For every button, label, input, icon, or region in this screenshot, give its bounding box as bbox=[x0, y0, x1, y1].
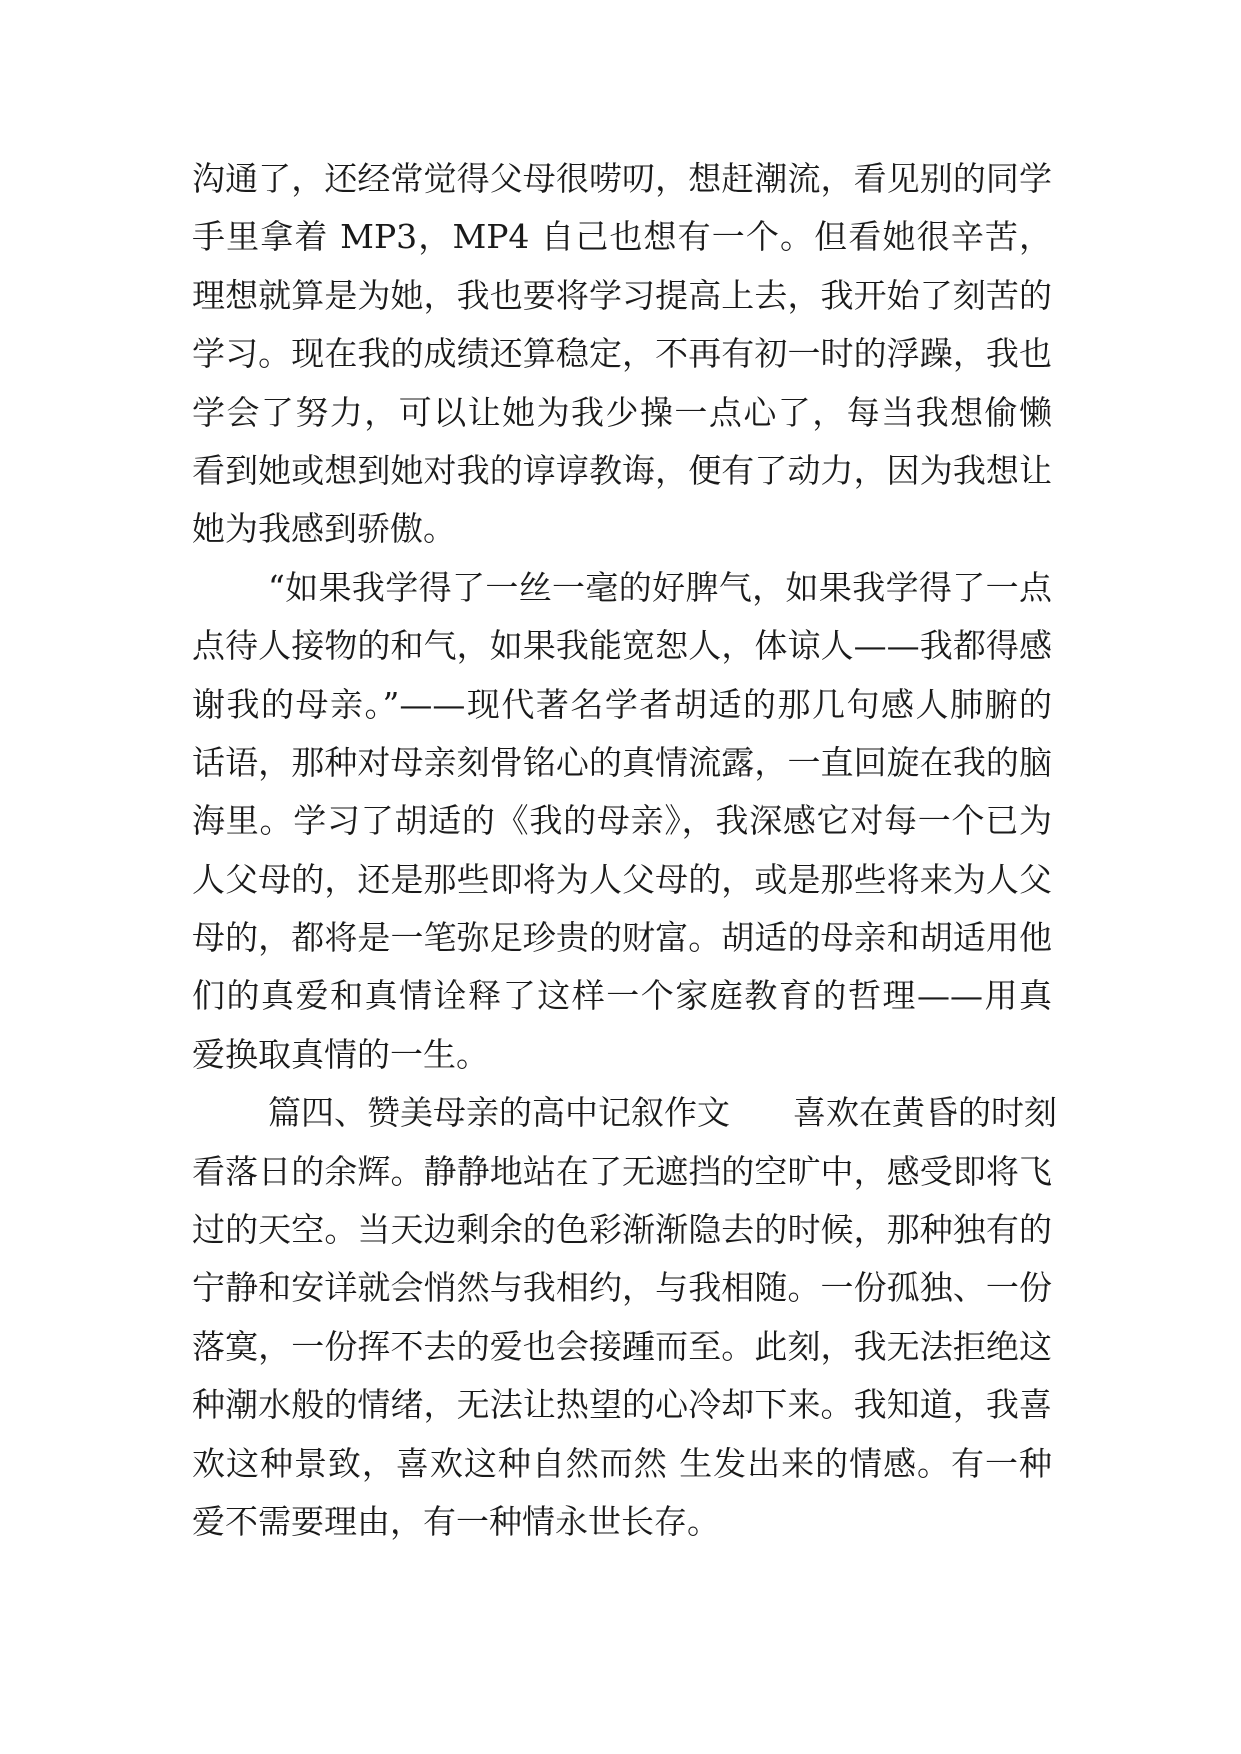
text-line: 爱换取真情的一生。 bbox=[192, 1034, 489, 1074]
essay-body bbox=[192, 150, 1057, 1551]
text-line: 爱不需要理由，有一种情永世长存。 bbox=[192, 1501, 720, 1541]
text-line: 谢我的母亲。”——现代著名学者胡适的那几句感人肺腑的 bbox=[192, 684, 1052, 724]
text-line: 落寞，一份挥不去的爱也会接踵而至。此刻，我无法拒绝这 bbox=[192, 1326, 1052, 1366]
text-line: 点待人接物的和气，如果我能宽恕人，体谅人——我都得感 bbox=[192, 626, 1052, 666]
text-line: 种潮水般的情绪，无法让热望的心冷却下来。我知道，我喜 bbox=[192, 1385, 1052, 1425]
text-line: 过的天空。当天边剩余的色彩渐渐隐去的时候，那种独有的 bbox=[192, 1210, 1052, 1250]
text-line: 话语，那种对母亲刻骨铭心的真情流露，一直回旋在我的脑 bbox=[192, 742, 1052, 782]
text-line: 人父母的，还是那些即将为人父母的，或是那些将来为人父 bbox=[192, 859, 1052, 899]
text-line: 母的，都将是一笔弥足珍贵的财富。胡适的母亲和胡适用他 bbox=[192, 918, 1052, 958]
text-line: 宁静和安详就会悄然与我相约，与我相随。一份孤独、一份 bbox=[192, 1268, 1052, 1308]
text-line: 看落日的余辉。静静地站在了无遮挡的空旷中，感受即将飞 bbox=[192, 1151, 1052, 1191]
text-line: 看到她或想到她对我的谆谆教诲，便有了动力，因为我想让 bbox=[192, 450, 1052, 490]
text-line: 学会了努力，可以让她为我少操一点心了，每当我想偷懒 bbox=[192, 392, 1052, 432]
text-line: 她为我感到骄傲。 bbox=[192, 509, 456, 549]
text-line: 海里。学习了胡适的《我的母亲》，我深感它对每一个已为 bbox=[192, 801, 1052, 841]
text-line: 沟通了，还经常觉得父母很唠叨，想赶潮流，看见别的同学 bbox=[192, 159, 1052, 198]
text-line: 欢这种景致，喜欢这种自然而然 生发出来的情感。有一种 bbox=[192, 1443, 1052, 1483]
text-line: 理想就算是为她，我也要将学习提高上去，我开始了刻苦的 bbox=[192, 275, 1052, 315]
text-line: 们的真爱和真情诠释了这样一个家庭教育的哲理——用真 bbox=[192, 976, 1052, 1016]
text-line: 手里拿着 MP3，MP4 自己也想有一个。但看她很辛苦， bbox=[192, 217, 1052, 257]
text-line: 学习。现在我的成绩还算稳定，不再有初一时的浮躁，我也 bbox=[192, 334, 1052, 374]
section-heading-line: 篇四、赞美母亲的高中记叙作文 喜欢在黄昏的时刻 bbox=[268, 1093, 1057, 1133]
paragraph-first-line: “如果我学得了一丝一毫的好脾气，如果我学得了一点 bbox=[268, 567, 1052, 607]
